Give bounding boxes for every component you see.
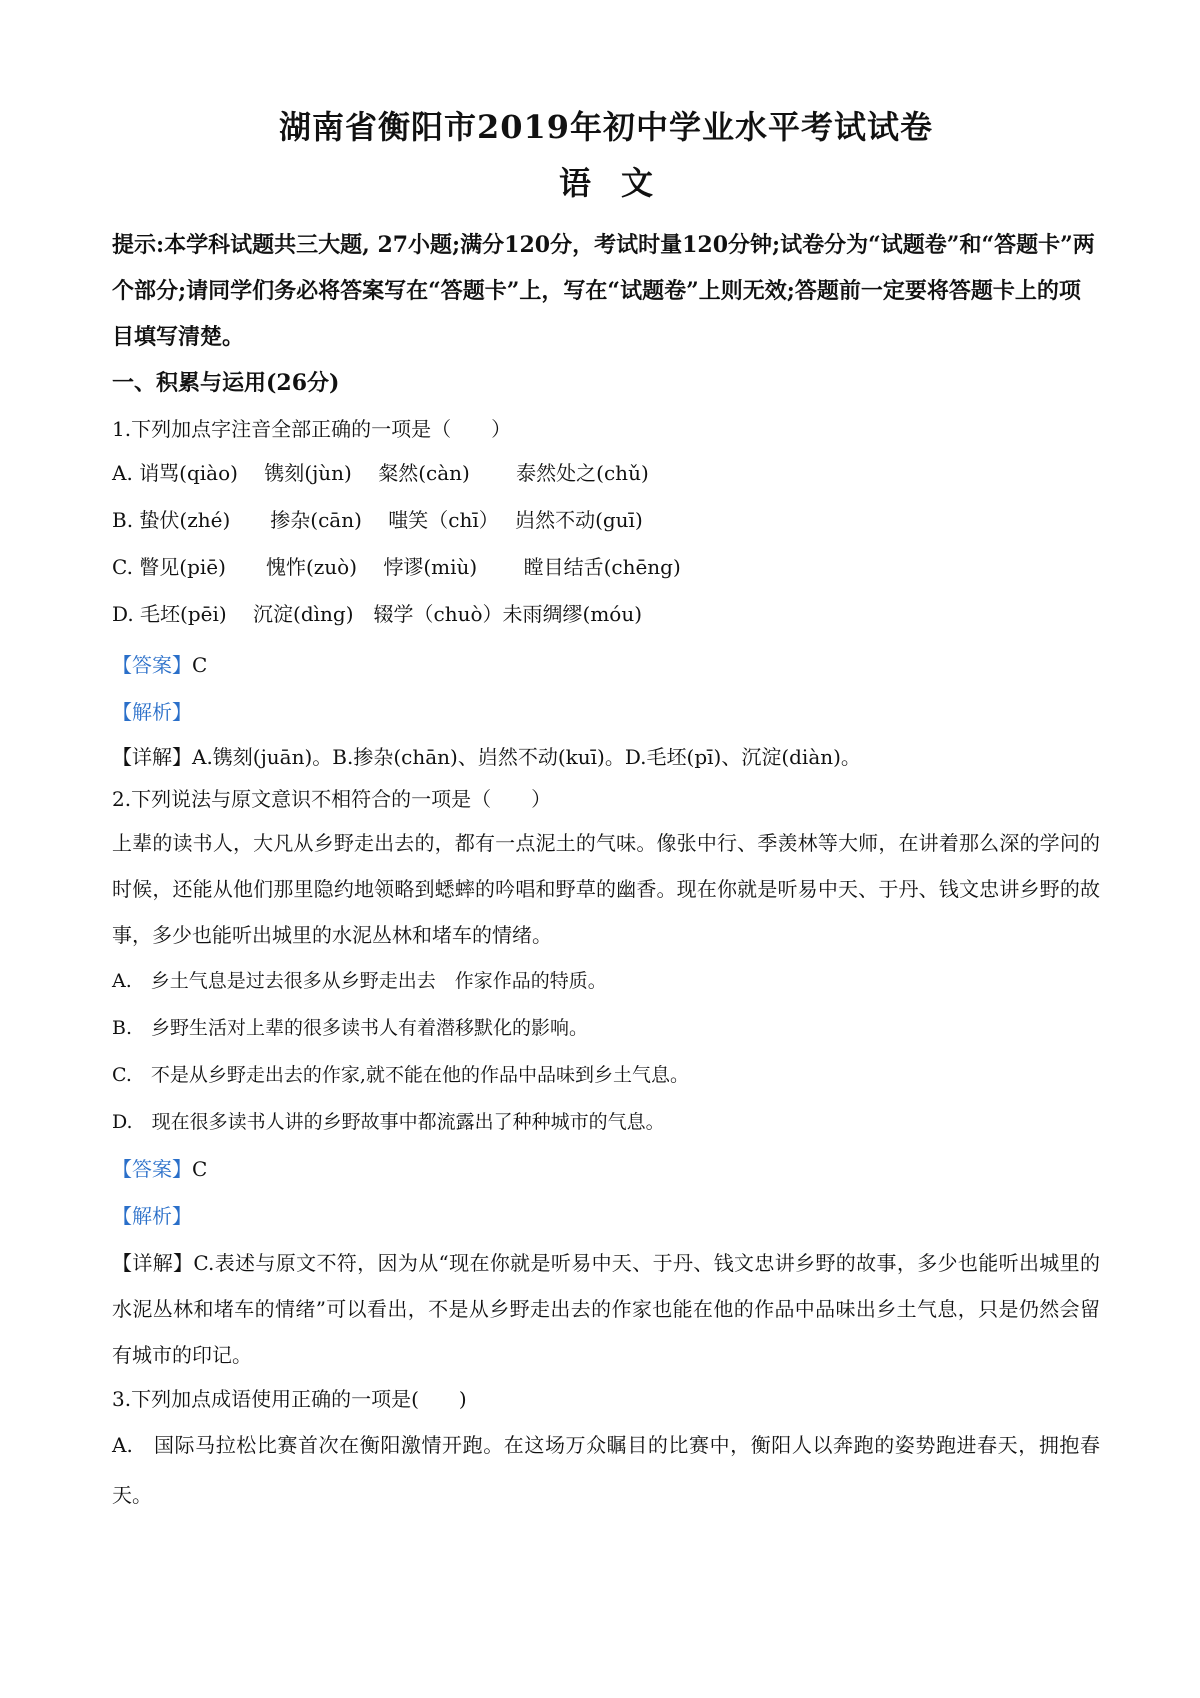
question-1-analysis	[112, 689, 1100, 736]
question-1-stem: 1.下列加点字注音全部正确的一项是（ ）	[112, 417, 512, 441]
question-1-option-c: C. 瞥见(piē) 愧怍(zuò) 悖谬(miù) 瞠目结舌(chēng)	[112, 555, 681, 579]
question-1-answer	[112, 642, 1100, 689]
question-2-detail: 【详解】C.表述与原文不符，因为从“现在你就是听易中天、于丹、钱文忠讲乡野的故事，多少也能听出城里的水泥丛林和堵车的情绪”可以看出，不是从乡野走出去的作家也能在他的作品中品味出乡土气息，只是仍然会留有城市的印记。	[112, 1251, 1100, 1367]
section-heading: 一、积累与运用(26分)	[112, 370, 340, 396]
question-2-option-c: C. 不是从乡野走出去的作家,就不能在他的作品中品味到乡土气息。	[112, 1064, 689, 1086]
question-3-option-a: A. 国际马拉松比赛首次在衡阳激情开跑。在这场万众瞩目的比赛中，衡阳人以奔跑的姿势跑进春天，拥抱春天。	[112, 1433, 1100, 1507]
answer-value: C	[192, 1157, 208, 1181]
question-2-answer	[112, 1146, 1100, 1193]
question-3-stem: 3.下列加点成语使用正确的一项是( )	[112, 1387, 467, 1411]
question-2-option-a: A. 乡土气息是过去很多从乡野走出去 作家作品的特质。	[112, 970, 607, 992]
answer-tag: 【答案】	[112, 1157, 192, 1181]
question-1-option-b: B. 蛰伏(zhé) 掺杂(cān) 嗤笑（chī） 岿然不动(guī)	[112, 508, 643, 532]
analysis-tag: 【解析】	[112, 700, 192, 724]
question-2-option-b: B. 乡野生活对上辈的很多读书人有着潜移默化的影响。	[112, 1017, 589, 1039]
question-2-passage: 上辈的读书人，大凡从乡野走出去的，都有一点泥土的气味。像张中行、季羡林等大师，在讲着那么深的学问的时候，还能从他们那里隐约地领略到蟋蟀的吟唱和野草的幽香。现在你就是听易中天、于丹、钱文忠讲乡野的故事，多少也能听出城里的水泥丛林和堵车的情绪。	[112, 831, 1100, 947]
question-1-detail: 【详解】A.镌刻(juān)。B.掺杂(chān)、岿然不动(kuī)。D.毛坯(pī)、沉淀(diàn)。	[112, 745, 861, 769]
answer-value: C	[192, 653, 208, 677]
question-1-option-a: A. 诮骂(qiào) 镌刻(jùn) 粲然(càn) 泰然处之(chǔ)	[112, 461, 649, 485]
question-2-option-d: D. 现在很多读书人讲的乡野故事中都流露出了种种城市的气息。	[112, 1111, 665, 1133]
question-1-option-d: D. 毛坯(pēi) 沉淀(dìng) 辍学（chuò）未雨绸缪(móu)	[112, 602, 643, 626]
question-2-analysis	[112, 1193, 1100, 1240]
page-subtitle: 语文	[558, 164, 683, 202]
question-2-stem: 2.下列说法与原文意识不相符合的一项是（ ）	[112, 787, 552, 811]
exam-notice: 提示:本学科试题共三大题, 27小题;满分120分，考试时量120分钟;试卷分为“试题卷”和“答题卡”两个部分;请同学们务必将答案写在“答题卡”上，写在“试题卷”上则无效;答题前一定要将答题卡上的项目填写清楚。	[112, 232, 1095, 350]
answer-tag: 【答案】	[112, 653, 192, 677]
analysis-tag: 【解析】	[112, 1204, 192, 1228]
page-title: 湖南省衡阳市2019年初中学业水平考试试卷	[278, 108, 934, 146]
